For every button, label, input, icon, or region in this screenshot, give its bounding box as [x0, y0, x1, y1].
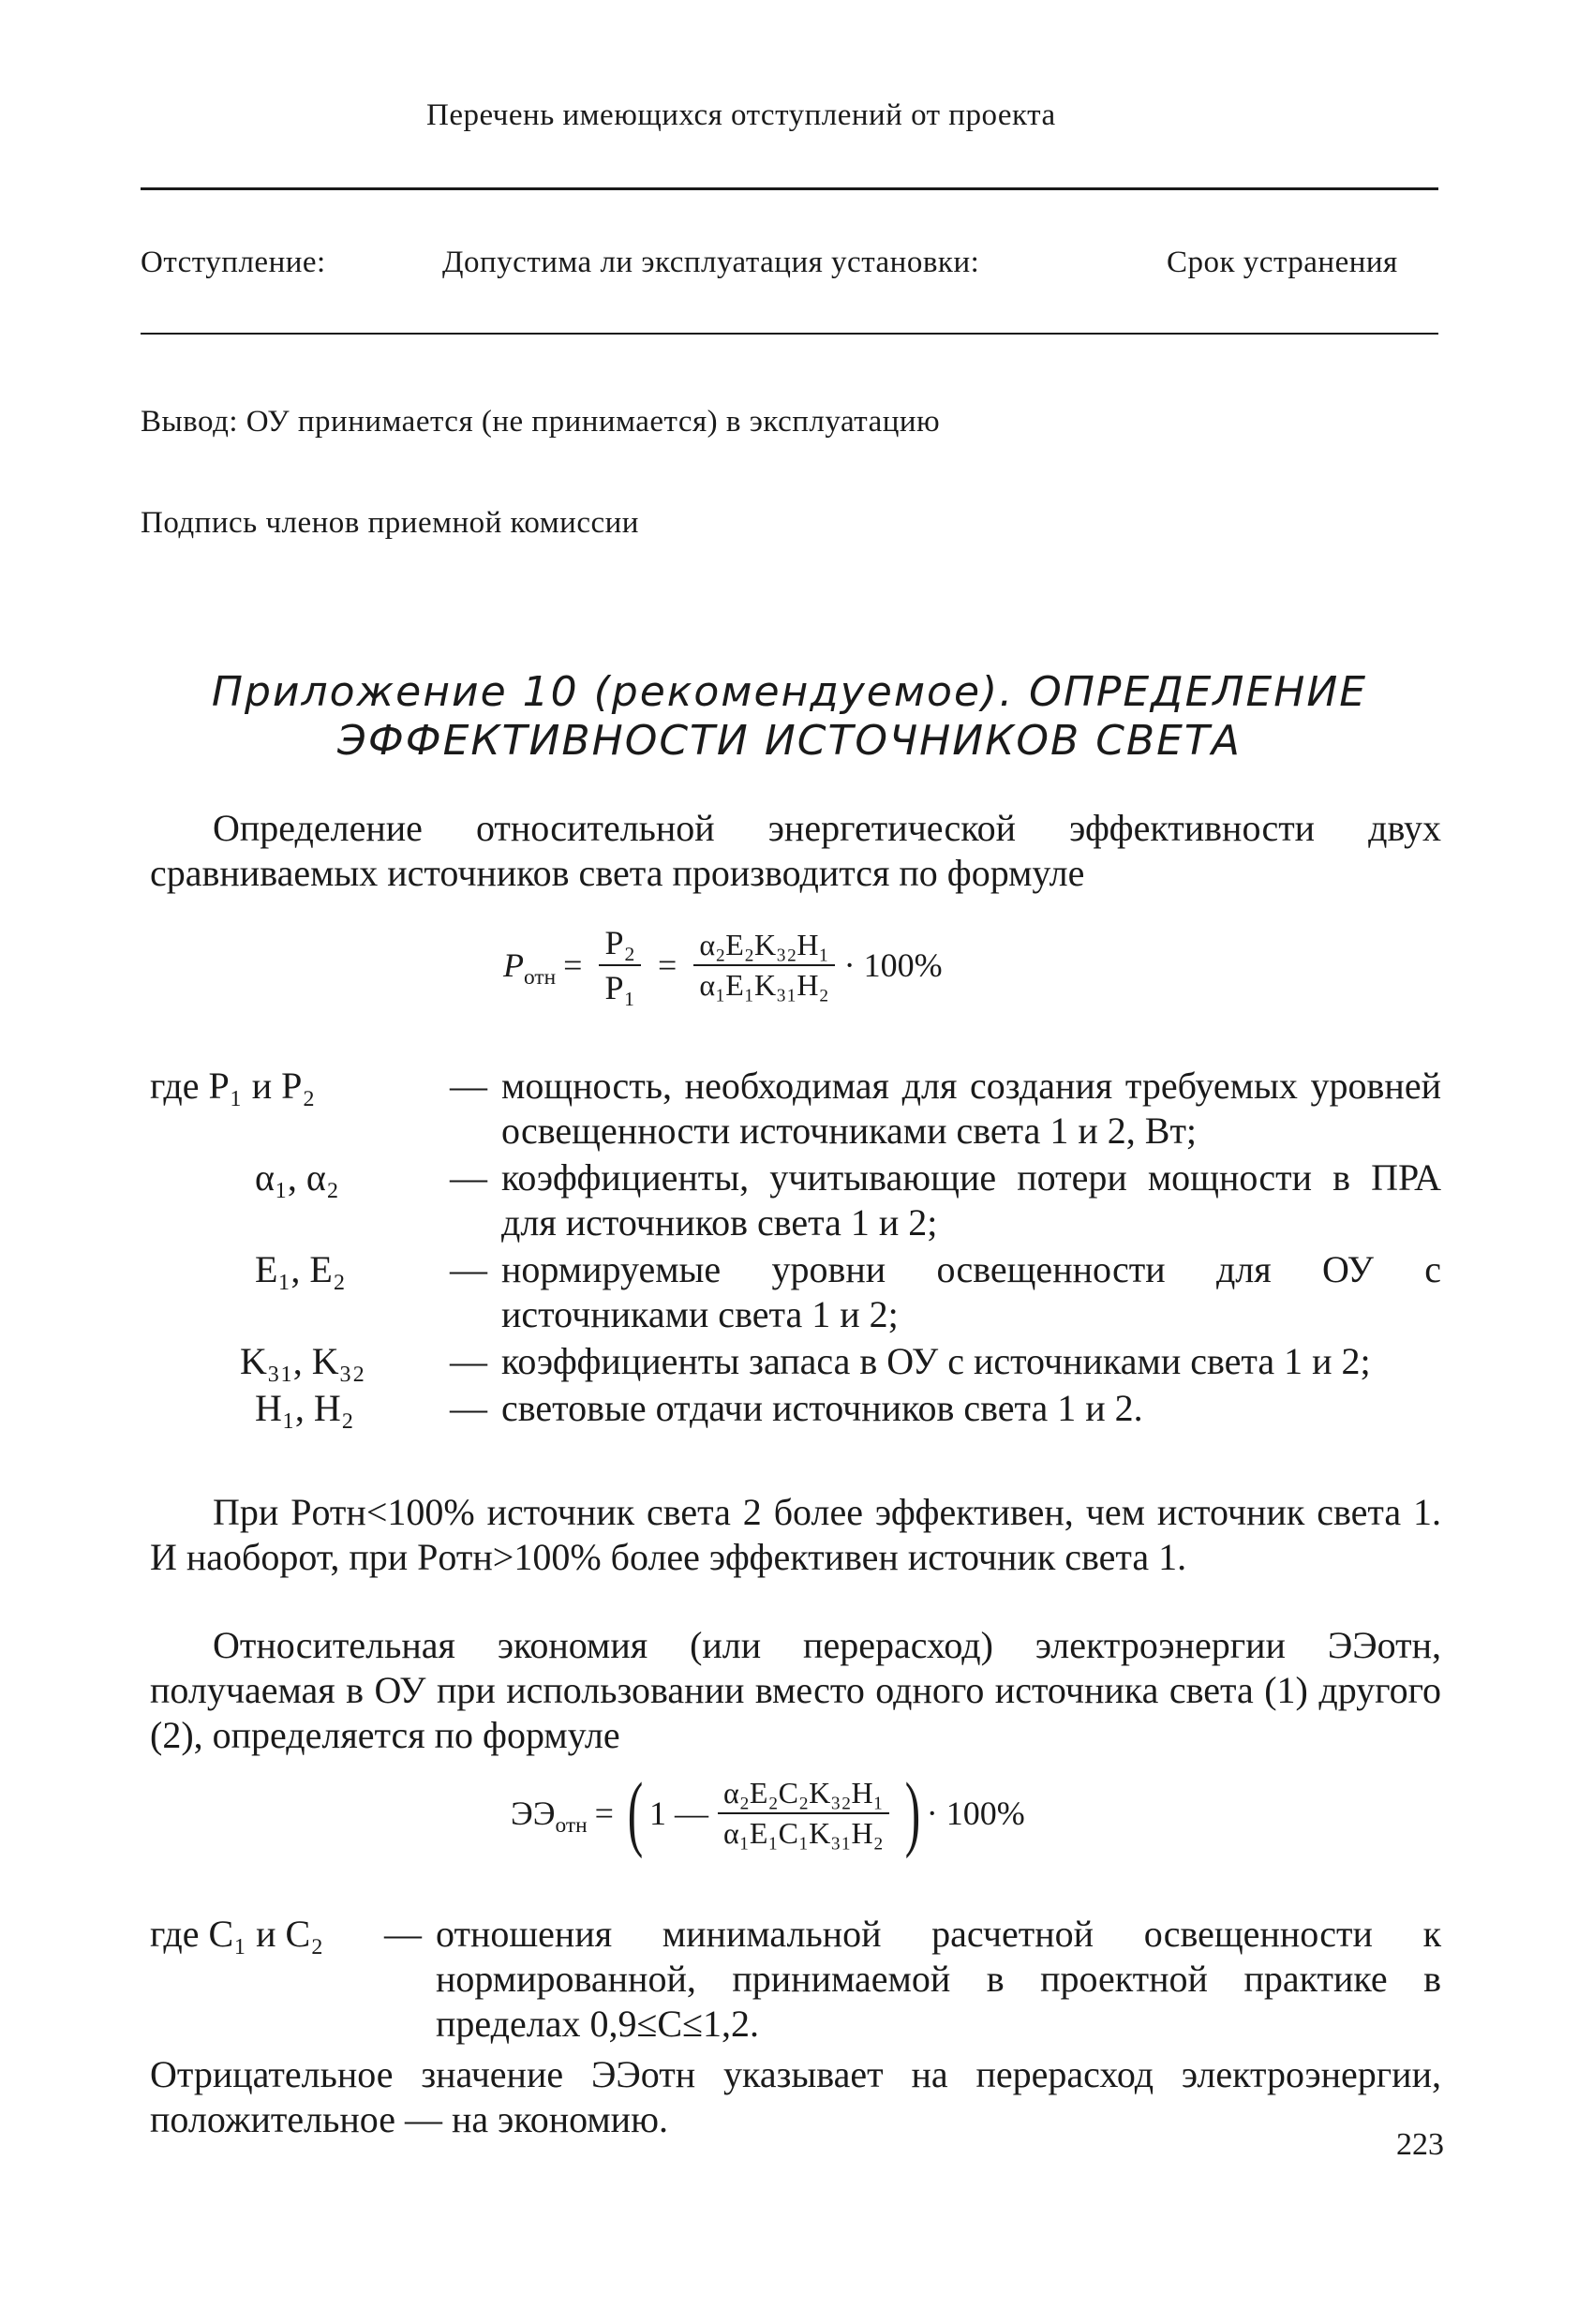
efficiency-formula: $P_{отн}$ = $\frac{\text{P₂}}{\text{P₁}}$ = $\frac{\text{α₂E₂K₃₂H₁}}{\text{α₁E₁K₃₁H₂}}$ · 100% — [503, 924, 943, 1006]
formula2-tail: · 100% — [926, 1795, 1025, 1832]
formula1-tail: · 100% — [843, 946, 943, 984]
power-ratio-fraction: $\frac{\text{P₂}}{\text{P₁}}$ — [599, 923, 641, 1007]
page-number: 223 — [1396, 2127, 1444, 2162]
definition-item: H₁, H₂ — световые отдачи источников света 1 и 2. — [255, 1387, 1143, 1429]
intro-paragraph: Определение относительной энергетической эффективности двух сравниваемых источников света производится по формуле — [150, 807, 1441, 894]
definition-item: где P₁ и P₂ — мощность, необходимая для создания требуемых уровней освещенности источниками света 1 и 2, Вт; — [150, 1065, 1441, 1152]
appendix-title-line1: Приложение 10 (рекомендуемое). ОПРЕДЕЛЕНИЕ — [211, 668, 1368, 716]
definition-item: K₃₁, K₃₂ — коэффициенты запаса в ОУ с источниками света 1 и 2; — [240, 1340, 1371, 1382]
comparison-paragraph: При Pотн<100% источник света 2 более эффективен, чем источник света 1. И наоборот, при Pотн>100% более эффективен источник света 1. — [150, 1491, 1441, 1578]
top-rule — [141, 187, 1438, 190]
deviations-list-title: Перечень имеющихся отступлений от проекта — [426, 98, 1056, 132]
column-deviation: Отступление: — [141, 246, 326, 279]
formula2-lhs: $ЭЭ_{отн}$ — [511, 1795, 588, 1839]
coefficient-ratio-fraction: $\frac{\text{α₂E₂K₃₂H₁}}{\text{α₁E₁K₃₁H₂}}$ — [693, 928, 834, 1003]
column-deadline: Срок устранения — [1167, 246, 1398, 279]
formula1-definitions — [150, 1064, 1441, 1431]
definition-item: E₁, E₂ — нормируемые уровни освещенности для ОУ с источниками света 1 и 2; — [255, 1248, 1441, 1335]
definition-item: где C₁ и C₂ — отношения минимальной расчетной освещенности к нормированной, принимаемой в проектной практике в пределах 0,9≤C≤1,2. — [150, 1913, 1441, 2045]
negative-value-paragraph: Отрицательное значение ЭЭотн указывает на перерасход электроэнергии, положительное — на экономию. — [150, 2053, 1441, 2140]
signature-line: Подпись членов приемной комиссии — [141, 506, 639, 540]
economy-paragraph: Относительная экономия (или перерасход) электроэнергии ЭЭотн, получаемая в ОУ при использовании вместо одного источника света (1) другого (2), определяется по формуле — [150, 1624, 1441, 1756]
economy-formula: $ЭЭ_{отн}$ = ( 1 — $\frac{\text{α₂E₂C₂K₃₂H₁}}{\text{α₁E₁C₁K₃₁H₂}}$ ) · 100% — [511, 1766, 1025, 1859]
formula1-lhs: $P_{отн}$ — [503, 946, 557, 991]
economy-fraction: $\frac{\text{α₂E₂C₂K₃₂H₁}}{\text{α₁E₁C₁K₃₁H₂}}$ — [718, 1776, 889, 1851]
definition-item: α₁, α₂ — коэффициенты, учитывающие потери мощности в ПРА для источников света 1 и 2; — [255, 1156, 1441, 1244]
conclusion-line: Вывод: ОУ принимается (не принимается) в эксплуатацию — [141, 405, 941, 439]
appendix-title-line2: ЭФФЕКТИВНОСТИ ИСТОЧНИКОВ СВЕТА — [337, 717, 1242, 765]
column-allowed: Допустима ли эксплуатация установки: — [442, 246, 980, 279]
formula2-definitions — [150, 1912, 1441, 2047]
bottom-rule — [141, 333, 1438, 335]
formula2-one: 1 — — [648, 1795, 708, 1832]
